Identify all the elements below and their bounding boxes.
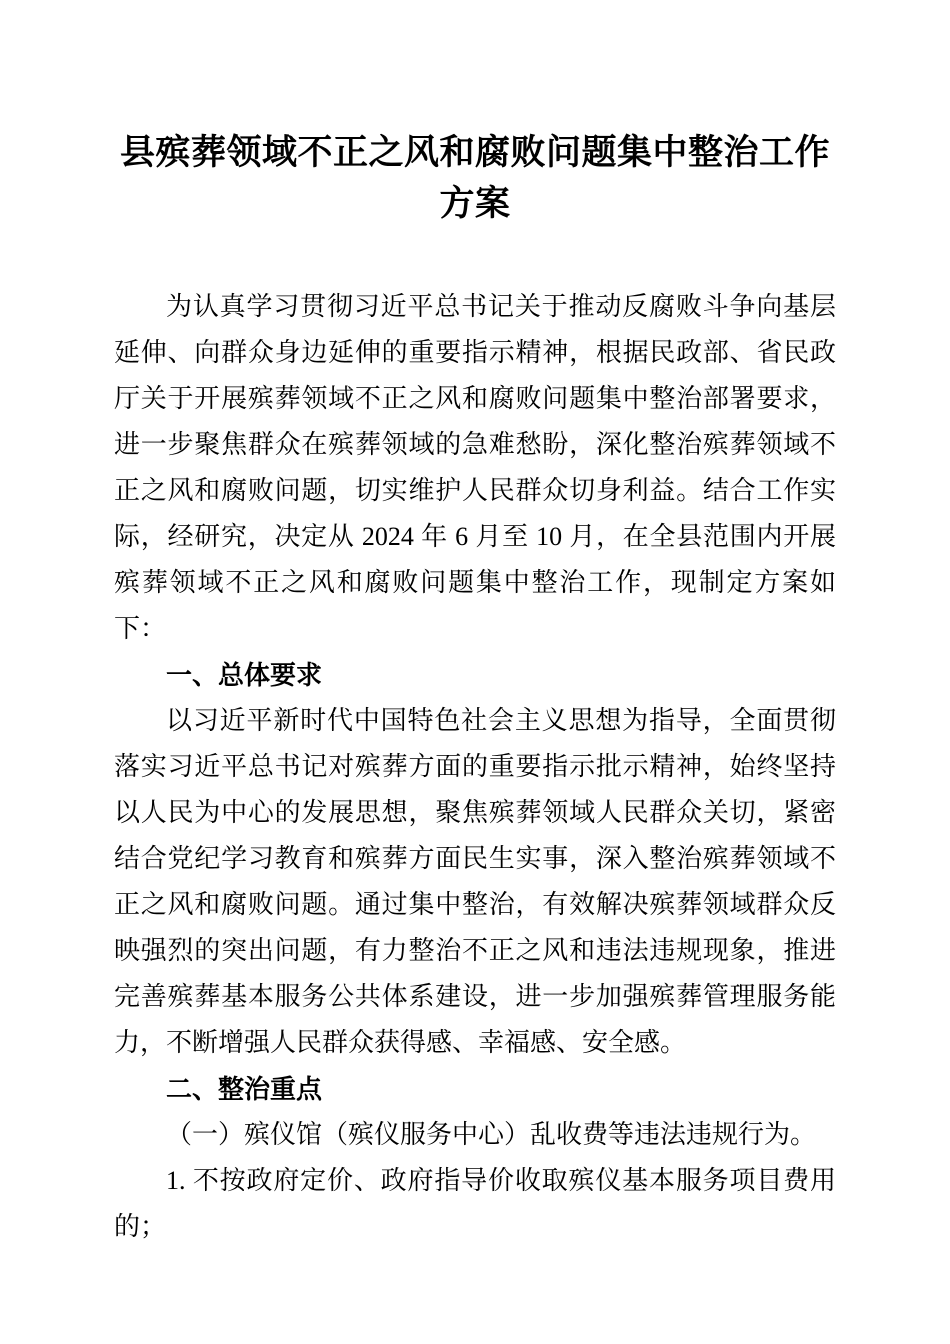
paragraph-general-requirements: 以习近平新时代中国特色社会主义思想为指导，全面贯彻落实习近平总书记对殡葬方面的重要指示批示精神，始终坚持以人民为中心的发展思想，聚焦殡葬领域人民群众关切，紧密结合党纪学习教育和殡葬方面民生实事，深入整治殡葬领域不正之风和腐败问题。通过集中整治，有效解决殡葬领域群众反映强烈的突出问题，有力整治不正之风和违法违规现象，推进完善殡葬基本服务公共体系建设，进一步加强殡葬管理服务能力，不断增强人民群众获得感、幸福感、安全感。 bbox=[114, 705, 836, 1057]
section-heading-1: 一、总体要求 bbox=[166, 659, 323, 690]
paragraph-intro: 为认真学习贯彻习近平总书记关于推动反腐败斗争向基层延伸、向群众身边延伸的重要指示精神，根据民政部、省民政厅关于开展殡葬领域不正之风和腐败问题集中整治部署要求，进一步聚焦群众在殡葬领域的急难愁盼，深化整治殡葬领域不正之风和腐败问题，切实维护人民群众切身利益。结合工作实际，经研究，决定从 2024 年 6 月至 10 月，在全县范围内开展殡葬领域不正之风和腐败问题集中整治工作，现制定方案如下： bbox=[114, 291, 836, 643]
list-item-1: 1. 不按政府定价、政府指导价收取殡仪基本服务项目费用的； bbox=[114, 1165, 836, 1241]
document-title: 县殡葬领域不正之风和腐败问题集中整治工作方案 bbox=[119, 133, 830, 223]
subsection-heading-1: （一）殡仪馆（殡仪服务中心）乱收费等违法违规行为。 bbox=[166, 1119, 817, 1149]
section-heading-2: 二、整治重点 bbox=[166, 1073, 323, 1104]
